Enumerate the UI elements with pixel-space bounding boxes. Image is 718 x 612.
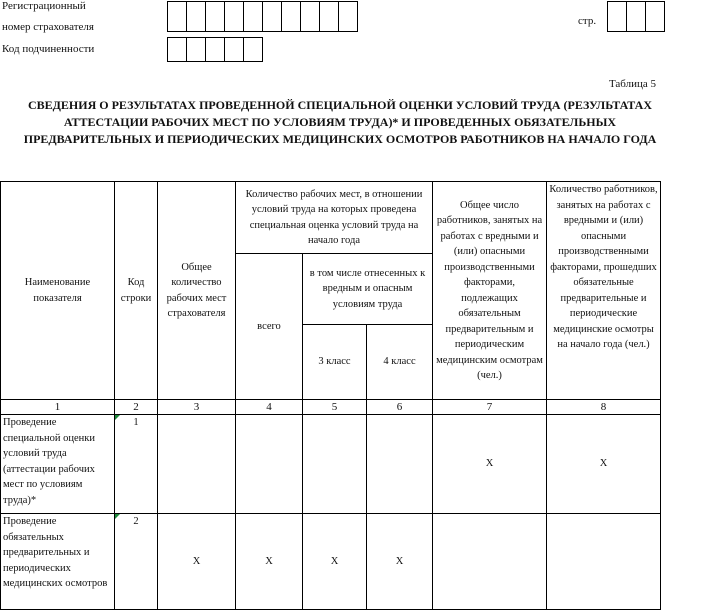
- column-numbers-row: [1, 400, 661, 415]
- row-name: Проведение обязательных предварительных и периодических медицинских осмотров: [1, 514, 115, 610]
- cell[interactable]: [547, 514, 661, 610]
- reg-label-line1: Регистрационный: [2, 0, 86, 12]
- col-number: 7: [433, 400, 547, 415]
- cell[interactable]: [367, 415, 433, 514]
- row-code: 1: [115, 415, 158, 514]
- subordination-code-input[interactable]: [167, 37, 263, 62]
- col-number: 2: [115, 400, 158, 415]
- cell[interactable]: [158, 415, 236, 514]
- page-title: СВЕДЕНИЯ О РЕЗУЛЬТАТАХ ПРОВЕДЕННОЙ СПЕЦИАЛЬНОЙ ОЦЕНКИ УСЛОВИЙ ТРУДА (РЕЗУЛЬТАТАХ АТТЕСТАЦИИ РАБОЧИХ МЕСТ ПО УСЛОВИЯМ ТРУДА)* И ПРОВЕДЕННЫХ ОБЯЗАТЕЛЬНЫХ ПРЕДВАРИТЕЛЬНЫХ И ПЕРИОДИЧЕСКИХ МЕДИЦИНСКИХ ОСМОТРОВ РАБОТНИКОВ НА НАЧАЛО ГОДА: [23, 98, 657, 146]
- col-number: 6: [367, 400, 433, 415]
- data-table: [0, 181, 661, 610]
- col-header-assessed-group: Количество рабочих мест, в отношении условий труда на которых проведена специальная оценка условий труда на начало года: [236, 182, 433, 254]
- col-number: 8: [547, 400, 661, 415]
- cell[interactable]: [303, 415, 367, 514]
- subordination-label: Код подчиненности: [2, 43, 95, 55]
- table-row: [1, 514, 661, 610]
- col-header-workers-passed: Количество работников, занятых на работах с вредными и (или) опасными производственными факторами, прошедших обязательные предварительные и периодические медицинские осмотры на начало года (чел.): [547, 182, 661, 400]
- col-number: 3: [158, 400, 236, 415]
- cell[interactable]: [433, 514, 547, 610]
- cell[interactable]: X: [158, 514, 236, 610]
- cell[interactable]: X: [303, 514, 367, 610]
- row-name: Проведение специальной оценки условий труда (аттестации рабочих мест по условиям труда)*: [1, 415, 115, 514]
- col-number: 4: [236, 400, 303, 415]
- col-header-code: Код строки: [115, 182, 158, 400]
- table-number: Таблица 5: [608, 78, 656, 90]
- page-number-input[interactable]: [607, 1, 665, 32]
- col-number: 5: [303, 400, 367, 415]
- row-code: 2: [115, 514, 158, 610]
- reg-number-input[interactable]: [167, 1, 358, 32]
- reg-number-label: [2, 0, 94, 35]
- col-header-harmful-group: в том числе отнесенных к вредным и опасным условиям труда: [303, 254, 433, 325]
- col-header-class4: 4 класс: [367, 325, 433, 400]
- col-header-name: Наименование показателя: [1, 182, 115, 400]
- col-header-total-workplaces: Общее количество рабочих мест страхователя: [158, 182, 236, 400]
- cell[interactable]: X: [433, 415, 547, 514]
- cell[interactable]: [236, 415, 303, 514]
- page-label: стр.: [578, 15, 597, 27]
- col-header-workers-subject: Общее число работников, занятых на работах с вредными и (или) опасными производственными факторами, подлежащих обязательным предварительным и периодическим медицинским осмотрам (чел.): [433, 182, 547, 400]
- table-row: [1, 415, 661, 514]
- cell[interactable]: X: [367, 514, 433, 610]
- cell[interactable]: X: [236, 514, 303, 610]
- col-number: 1: [1, 400, 115, 415]
- reg-label-line2: номер страхователя: [2, 21, 94, 33]
- col-header-all: всего: [236, 254, 303, 400]
- cell[interactable]: X: [547, 415, 661, 514]
- col-header-class3: 3 класс: [303, 325, 367, 400]
